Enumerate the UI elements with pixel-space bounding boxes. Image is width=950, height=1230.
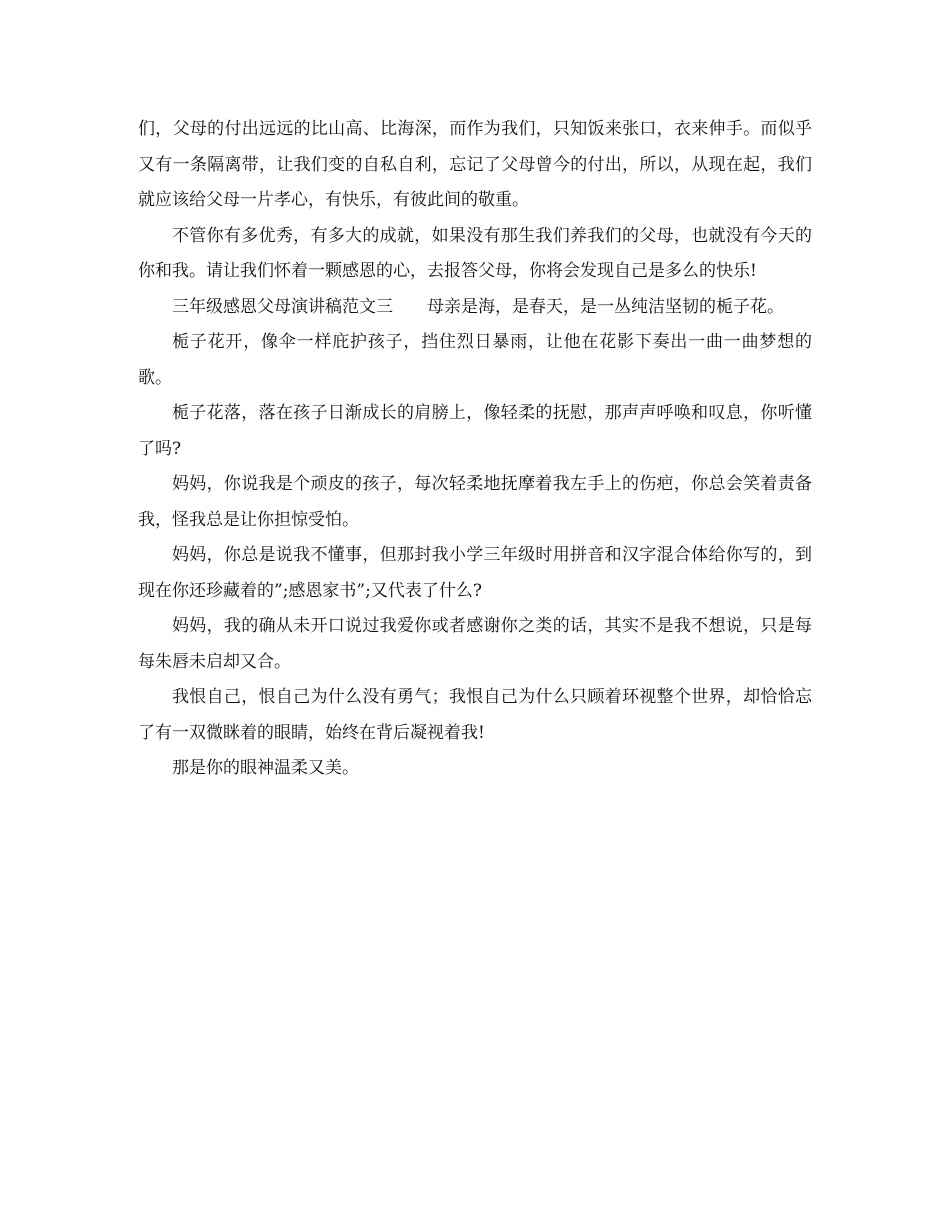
paragraph-3: 三年级感恩父母演讲稿范文三 母亲是海，是春天，是一丛纯洁坚韧的栀子花。 xyxy=(172,296,784,317)
paragraph-9: 我恨自己，恨自己为什么没有勇气；我恨自己为什么只顾着环视整个世界，却恰恰忘了有一双微眯着的眼睛，始终在背后凝视着我! xyxy=(138,687,812,743)
paragraph-5: 栀子花落，落在孩子日渐成长的肩膀上，像轻柔的抚慰，那声声呼唤和叹息，你听懂了吗? xyxy=(138,403,812,459)
paragraph-4: 栀子花开，像伞一样庇护孩子，挡住烈日暴雨，让他在花影下奏出一曲一曲梦想的歌。 xyxy=(138,332,812,388)
paragraph-8: 妈妈，我的确从未开口说过我爱你或者感谢你之类的话，其实不是我不想说，只是每每朱唇未启却又合。 xyxy=(138,616,812,672)
paragraph-2: 不管你有多优秀，有多大的成就，如果没有那生我们养我们的父母，也就没有今天的你和我。请让我们怀着一颗感恩的心，去报答父母，你将会发现自己是多么的快乐! xyxy=(138,225,812,281)
document-page xyxy=(138,112,812,787)
paragraph-7: 妈妈，你总是说我不懂事，但那封我小学三年级时用拼音和汉字混合体给你写的，到现在你还珍藏着的”;感恩家书”;又代表了什么? xyxy=(138,545,812,601)
paragraph-1: 们，父母的付出远远的比山高、比海深，而作为我们，只知饭来张口，衣来伸手。而似乎又有一条隔离带，让我们变的自私自利，忘记了父母曾今的付出，所以，从现在起，我们就应该给父母一片孝心，有快乐，有彼此间的敬重。 xyxy=(138,119,812,210)
paragraph-10: 那是你的眼神温柔又美。 xyxy=(172,758,359,778)
paragraph-6: 妈妈，你说我是个顽皮的孩子，每次轻柔地抚摩着我左手上的伤疤，你总会笑着责备我，怪我总是让你担惊受怕。 xyxy=(138,474,812,530)
